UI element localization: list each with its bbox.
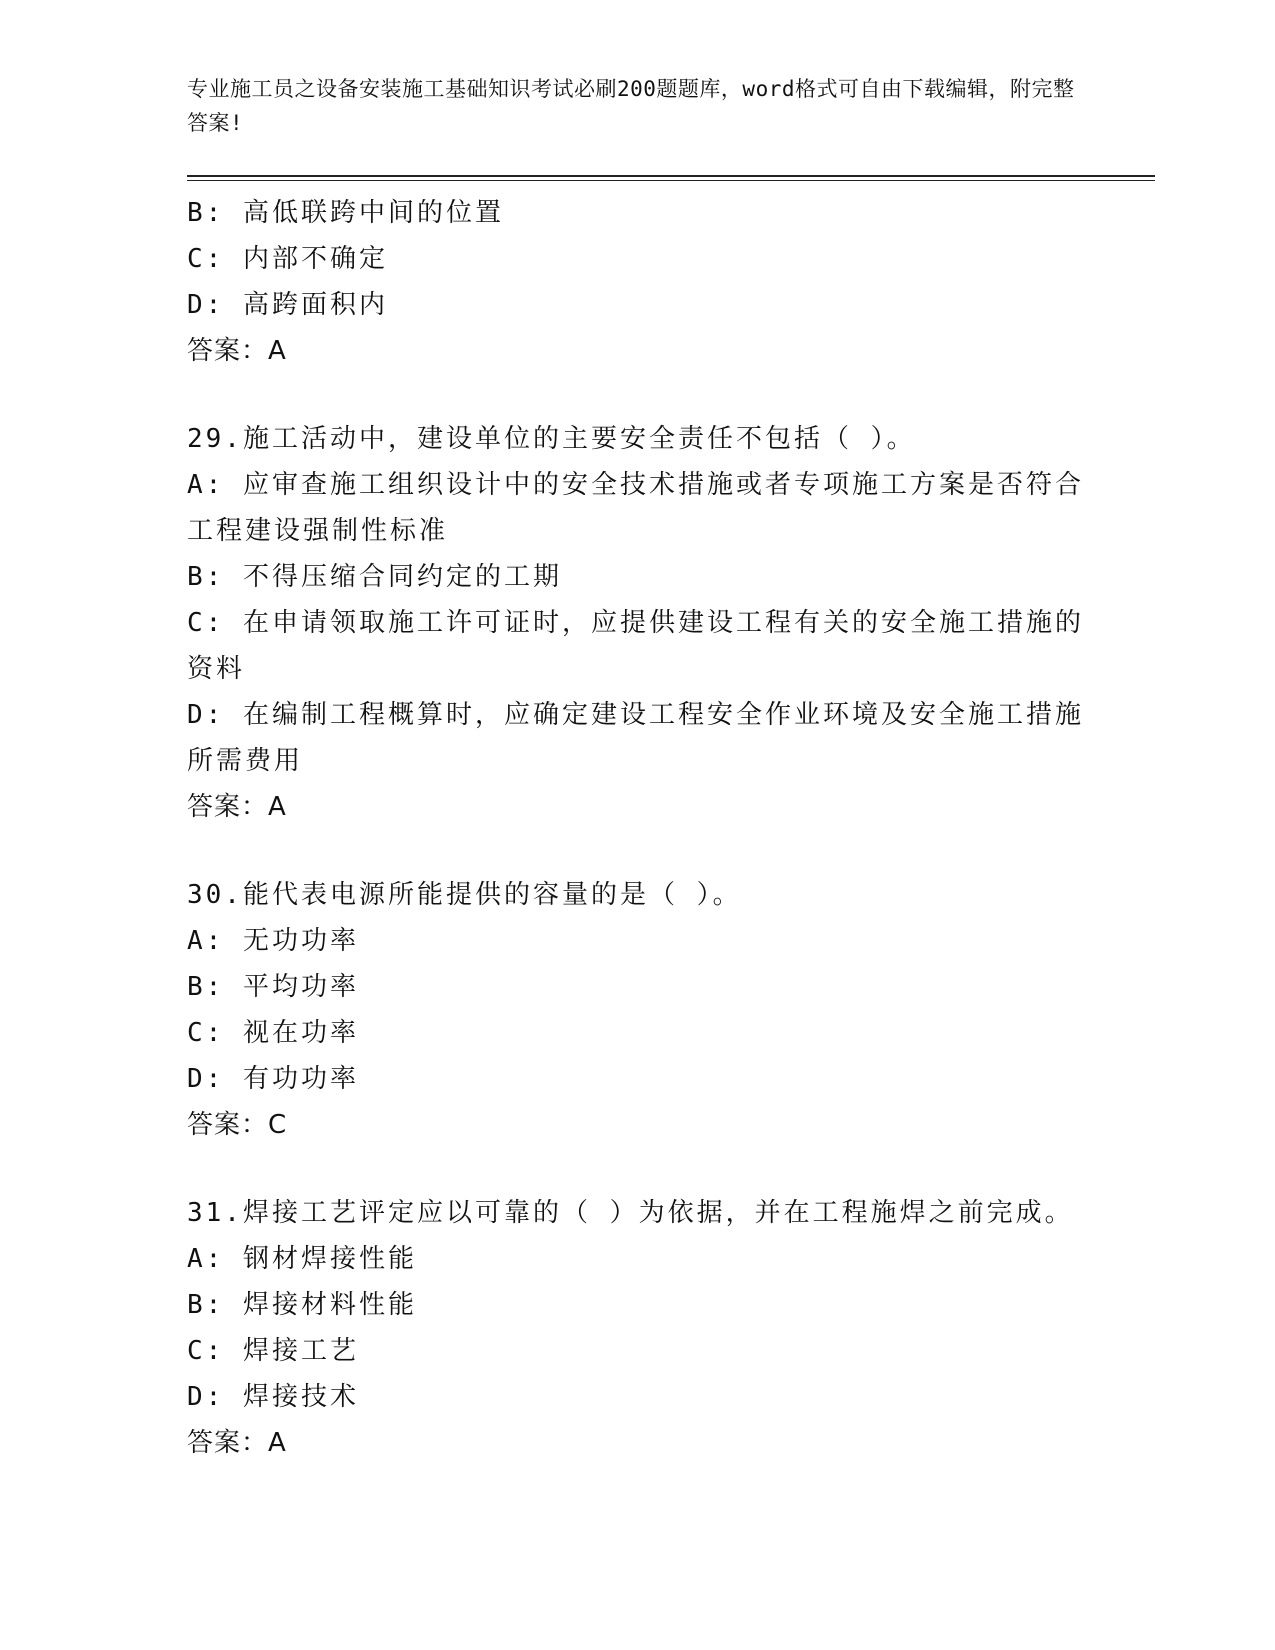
option-d: D: 高跨面积内 <box>187 290 388 320</box>
question-text: 29.施工活动中，建设单位的主要安全责任不包括（ ）。 <box>187 424 916 454</box>
option-b: B: 高低联跨中间的位置 <box>187 198 504 228</box>
question-text: 30.能代表电源所能提供的容量的是（ ）。 <box>187 880 742 910</box>
document-header-title: 专业施工员之设备安装施工基础知识考试必刷200题题库，word格式可自由下载编辑，附完整答案! <box>187 77 1075 135</box>
answer-line: 答案：A <box>187 792 287 822</box>
option-b: B: 不得压缩合同约定的工期 <box>187 562 562 592</box>
question-text: 31.焊接工艺评定应以可靠的（ ）为依据，并在工程施焊之前完成。 <box>187 1198 1074 1228</box>
option-b: B: 平均功率 <box>187 972 359 1002</box>
header-divider <box>187 175 1155 181</box>
question-31 <box>187 1190 1087 1466</box>
option-d: D: 有功功率 <box>187 1064 359 1094</box>
answer-line: 答案：C <box>187 1110 288 1140</box>
answer-line: 答案：A <box>187 336 287 366</box>
option-c: C: 内部不确定 <box>187 244 388 274</box>
continued-question <box>187 190 1087 374</box>
option-c: C: 视在功率 <box>187 1018 359 1048</box>
option-c: C: 焊接工艺 <box>187 1336 359 1366</box>
option-a: A: 钢材焊接性能 <box>187 1244 417 1274</box>
question-29 <box>187 416 1087 830</box>
option-c: C: 在申请领取施工许可证时，应提供建设工程有关的安全施工措施的资料 <box>187 608 1084 684</box>
question-gap <box>187 830 1087 872</box>
option-b: B: 焊接材料性能 <box>187 1290 417 1320</box>
option-d: D: 在编制工程概算时，应确定建设工程安全作业环境及安全施工措施所需费用 <box>187 700 1084 776</box>
option-d: D: 焊接技术 <box>187 1382 359 1412</box>
question-content <box>187 190 1087 1466</box>
answer-line: 答案：A <box>187 1428 287 1458</box>
option-a: A: 应审查施工组织设计中的安全技术措施或者专项施工方案是否符合工程建设强制性标准 <box>187 470 1084 546</box>
option-a: A: 无功功率 <box>187 926 359 956</box>
question-gap <box>187 1148 1087 1190</box>
question-30 <box>187 872 1087 1148</box>
question-gap <box>187 374 1087 416</box>
